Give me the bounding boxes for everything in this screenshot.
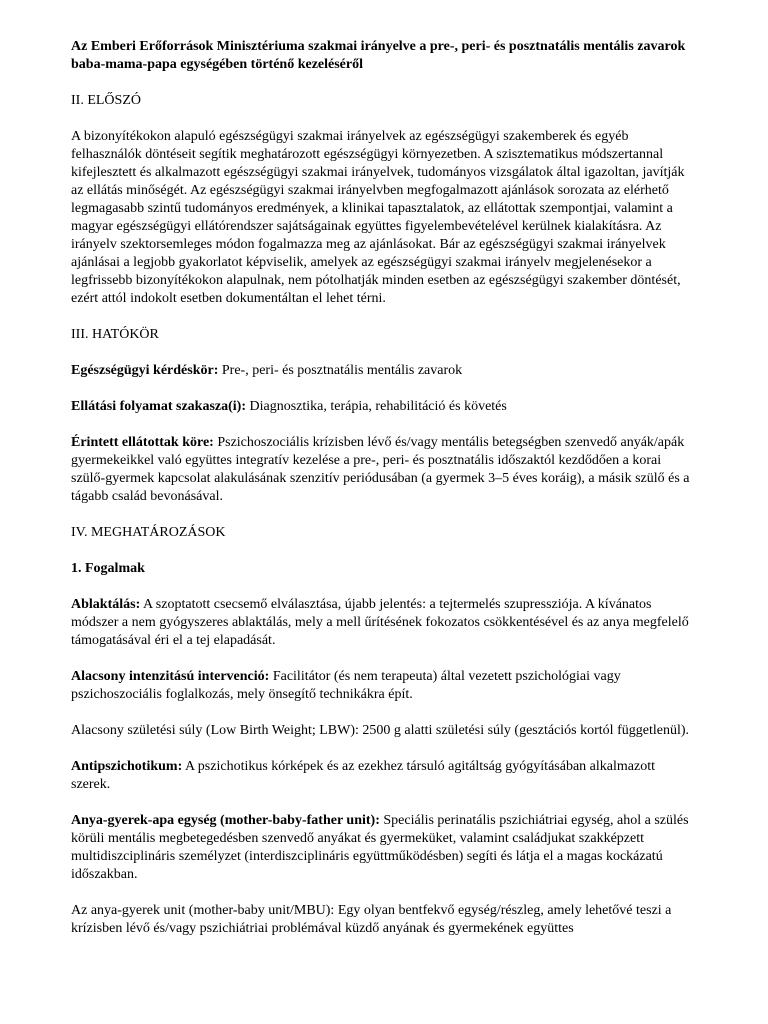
- definition-item: [71, 812, 696, 884]
- definition-item: [71, 722, 696, 740]
- scope-term: Ellátási folyamat szakasza(i):: [71, 399, 246, 414]
- definition-text: Az anya-gyerek unit (mother-baby unit/MBU): Egy olyan bentfekvő egység/részleg, amely lehetővé teszi a krízisben lévő és/vagy pszichiátriai problémával küzdő anyának és gyermekének együttes: [71, 903, 672, 936]
- definition-term: Anya-gyerek-apa egység (mother-baby-father unit):: [71, 813, 380, 828]
- definition-text: A pszichotikus kórképek és az ezekhez társuló agitáltság gyógyításában alkalmazott szerek.: [71, 759, 655, 792]
- scope-item: [71, 434, 696, 506]
- definition-term: Ablaktálás:: [71, 597, 141, 612]
- scope-item: [71, 398, 696, 416]
- scope-item: [71, 362, 696, 380]
- section-heading-foreword: II. ELŐSZÓ: [71, 93, 141, 108]
- definition-item: [71, 668, 696, 704]
- scope-text: Diagnosztika, terápia, rehabilitáció és követés: [245, 399, 507, 414]
- definition-item: [71, 596, 696, 650]
- definition-item: [71, 758, 696, 794]
- definition-text: Alacsony születési súly (Low Birth Weight; LBW): 2500 g alatti születési súly (gesztációs kortól függetlenül).: [71, 723, 689, 738]
- definition-term: Alacsony intenzitású intervenció:: [71, 669, 270, 684]
- definition-text: A szoptatott csecsemő elválasztása, újabb jelentés: a tejtermelés szupressziója. A kívánatos módszer a nem gyógyszeres ablaktálás, mely a mell űrítésének fokozatos csökkentésével és az anya megfelelő támogatásával éri el a tej elapadását.: [71, 597, 689, 648]
- foreword-paragraph: A bizonyítékokon alapuló egészségügyi szakmai irányelvek az egészségügyi szakemberek és egyéb felhasználók döntéseit segítik meghatározott egészségügyi környezetben. A szisztematikus módszertannal kifejlesztett és alkalmazott egészségügyi szakmai irányelvek, tudományos vizsgálatok által igazoltan, javítják az ellátás minőségét. Az egészségügyi szakmai irányelvben megfogalmazott ajánlások sorozata az elérhető legmagasabb szintű tudományos eredmények, a klinikai tapasztalatok, az ellátottak szempontjai, valamint a magyar egészségügyi ellátórendszer sajátságainak együttes figyelembevételével kerülnek kialakításra. Az irányelv szektorsemleges módon fogalmazza meg az ajánlásokat. Bár az egészségügyi szakmai irányelvek ajánlásai a legjobb gyakorlatot képviselik, amelyek az egészségügyi szakmai irányelv megjelenésekor a legfrissebb bizonyítékokon alapulnak, nem pótolhatják minden esetben az egészségügyi szakember döntését, ezért attól indokolt esetben dokumentáltan el lehet térni.: [71, 129, 685, 306]
- document-title: Az Emberi Erőforrások Minisztériuma szakmai irányelve a pre-, peri- és posztnatális mentális zavarok baba-mama-papa egységében történő kezeléséről: [71, 39, 686, 72]
- definition-text: Facilitátor (és nem terapeuta) által vezetett pszichológiai vagy pszichoszociális foglalkozás, mely önsegítő technikákra épít.: [71, 669, 621, 702]
- section-heading-scope: III. HATÓKÖR: [71, 327, 159, 342]
- scope-text: Pszichoszociális krízisben lévő és/vagy mentális betegségben szenvedő anyák/apák gyermekeikkel való együttes integratív kezelése a pre-, peri- és posztnatális időszaktól kezdődően a korai szülő-gyermek kapcsolat alakulásának szenzitív periódusában (a gyermek 3–5 éves koráig), a másik szülő és a tágabb család bevonásával.: [71, 435, 690, 504]
- definition-item: [71, 902, 696, 938]
- definition-term: Antipszichotikum:: [71, 759, 183, 774]
- scope-term: Egészségügyi kérdéskör:: [71, 363, 219, 378]
- definitions-subheading: 1. Fogalmak: [71, 561, 145, 576]
- section-heading-definitions: IV. MEGHATÁROZÁSOK: [71, 525, 226, 540]
- definition-text: Speciális perinatális pszichiátriai egység, ahol a szülés körüli mentális megbetegedésben szenvedő anyákat és gyermeküket, valamint családjukat szakképzett multidiszciplináris személyzet (interdiszciplináris együttműködésben) segíti és látja el a magas kockázatú időszakban.: [71, 813, 689, 882]
- scope-text: Pre-, peri- és posztnatális mentális zavarok: [218, 363, 463, 378]
- scope-term: Érintett ellátottak köre:: [71, 435, 214, 450]
